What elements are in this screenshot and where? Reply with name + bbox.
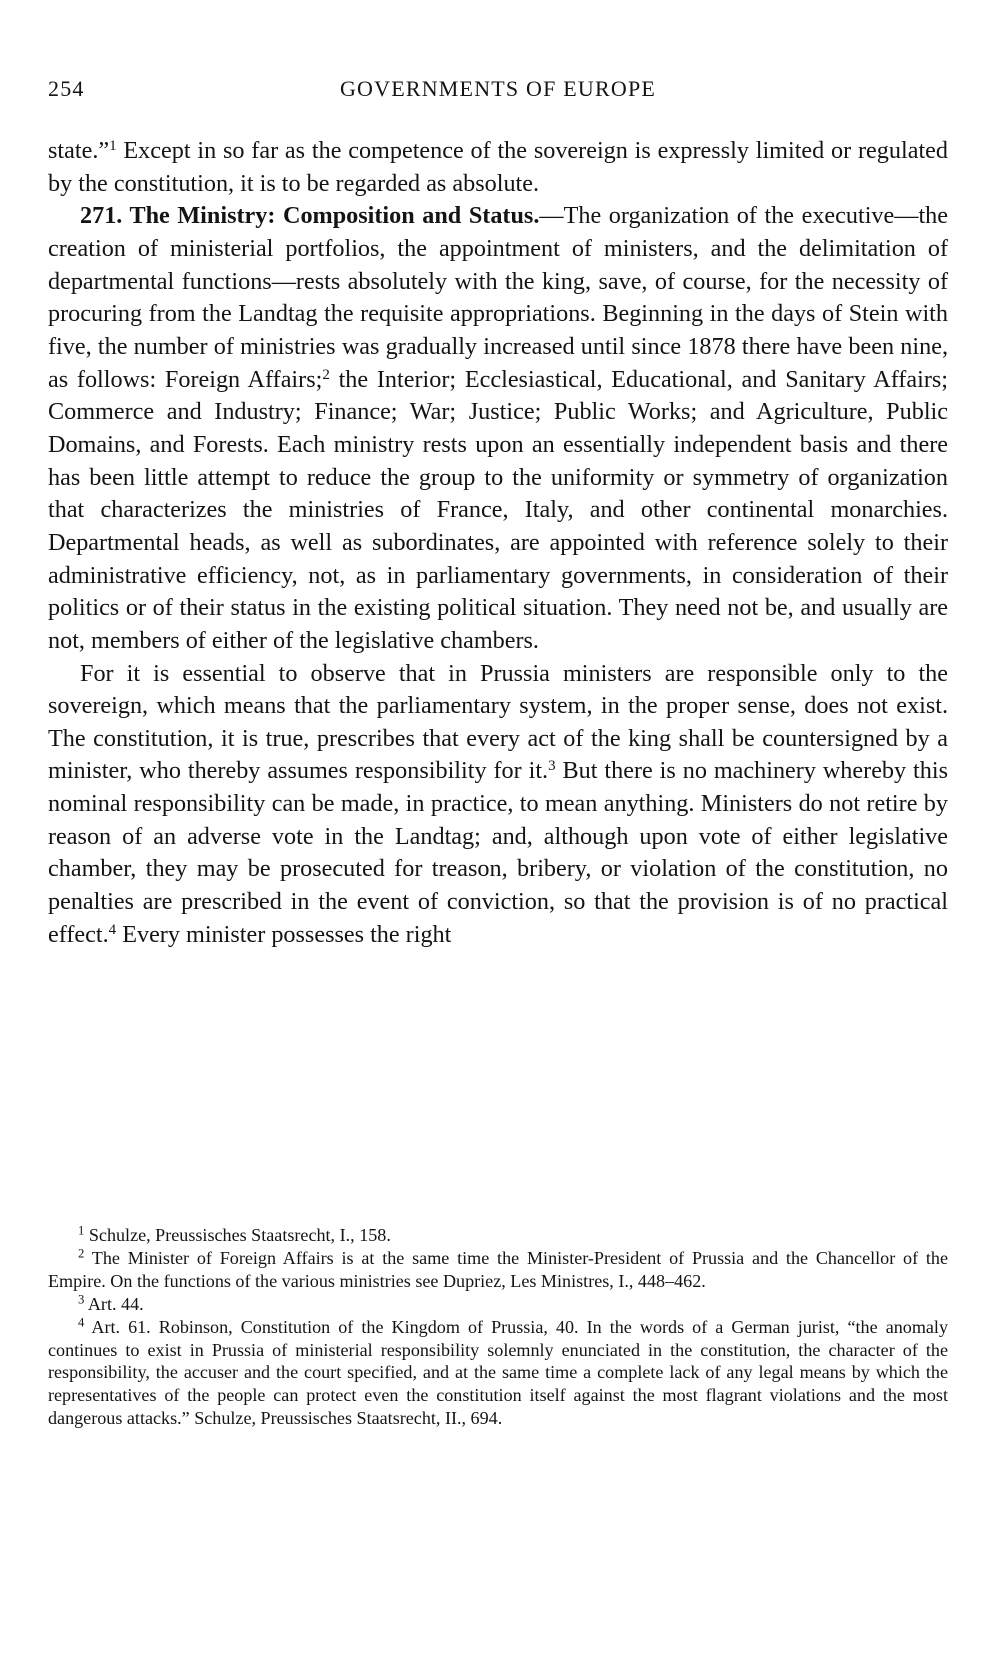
- paragraph-section-271: [48, 200, 948, 657]
- footnote-ref-4: 4: [108, 921, 117, 938]
- text-run: the Interior; Ecclesiastical, Educational, and Sanitary Affairs; Commerce and Industry; Finance; War; Justice; Public Works; and Agriculture, Public Domains, and Forests. Each ministry rests upon an essentially independent basis and there has been little attempt to reduce the group to the uniformity or symmetry of organization that characterizes the ministries of France, Italy, and other continental monarchies. Departmental heads, as well as subordinates, are appointed with reference solely to their administrative efficiency, not, as in parliamentary governments, in consideration of their politics or of their status in the existing political situation. They need not be, and usually are not, members of either of the legislative chambers.: [48, 365, 949, 654]
- section-heading: 271. The Ministry: Composition and Status.: [80, 202, 540, 230]
- footnote-text: The Minister of Foreign Affairs is at the same time the Minister-President of Prussia and the Chancellor of the Empire. On the functions of the various ministries see Dupriez, Les Ministres, I., 448–462.: [48, 1247, 948, 1291]
- paragraph-continuation: [48, 135, 948, 200]
- text-run: Every minister possesses the right: [116, 920, 452, 948]
- footnote-mark: 1: [78, 1223, 85, 1238]
- main-text: [48, 135, 948, 951]
- text-run: Except in so far as the competence of the sovereign is expressly limited or regulated by the constitution, it is to be regarded as absolute.: [48, 137, 948, 197]
- footnote-3: [48, 1293, 948, 1316]
- paragraph-responsibility: [48, 658, 948, 952]
- footnote-text: Art. 61. Robinson, Constitution of the Kingdom of Prussia, 40. In the words of a German jurist, “the anomaly continues to exist in Prussia of ministerial responsibility solemnly enunciated in the constitution, the character of the responsibility, the accuser and the court specified, and at the same time a complete lack of any legal means by which the representatives of the people can protect even the constitution itself against the most flagrant violations and the most dangerous attacks.” Schulze, Preussisches Staatsrecht, II., 694.: [48, 1316, 948, 1429]
- footnotes: [48, 1224, 948, 1430]
- footnote-mark: 3: [78, 1292, 85, 1307]
- footnote-ref-3: 3: [548, 758, 556, 775]
- page-number: 254: [48, 76, 85, 101]
- text-run: state.”: [48, 137, 110, 164]
- text-run: For it is essential to observe that in Prussia ministers are responsible only to the sovereign, which means that the parliamentary system, in the proper sense, does not exist. The constitution, it is true, prescribes that every act of the king shall be countersigned by a minister, who thereby assumes responsibility for it.: [48, 659, 948, 785]
- footnote-mark: 2: [78, 1246, 85, 1261]
- footnote-ref-2: 2: [322, 366, 330, 383]
- footnote-4: [48, 1316, 948, 1431]
- footnote-text: Art. 44.: [84, 1293, 144, 1314]
- footnote-1: [48, 1224, 948, 1247]
- footnote-2: [48, 1247, 948, 1293]
- footnote-text: Schulze, Preussisches Staatsrecht, I., 158.: [84, 1225, 391, 1245]
- running-title: GOVERNMENTS OF EUROPE: [339, 76, 657, 101]
- running-header: [48, 76, 948, 110]
- footnote-mark: 4: [78, 1315, 85, 1330]
- text-run: But there is no machinery whereby this nominal responsibility can be made, in practice, to mean anything. Ministers do not retire by reason of an adverse vote in the Landtag; and, although upon vote of either legislative chamber, they may be prosecuted for treason, bribery, or violation of the constitution, no penalties are prescribed in the event of conviction, so that the provision is of no practical effect.: [48, 757, 948, 948]
- footnote-ref-1: 1: [109, 137, 117, 154]
- text-run: —The organization of the executive—the creation of ministerial portfolios, the appointment of ministers, and the delimitation of departmental functions—rests absolutely with the king, save, of course, for the necessity of procuring from the Landtag the requisite appropriations. Beginning in the days of Stein with five, the number of ministries was gradually increased until since 1878 there have been nine, as follows: Foreign Affairs;: [48, 202, 948, 393]
